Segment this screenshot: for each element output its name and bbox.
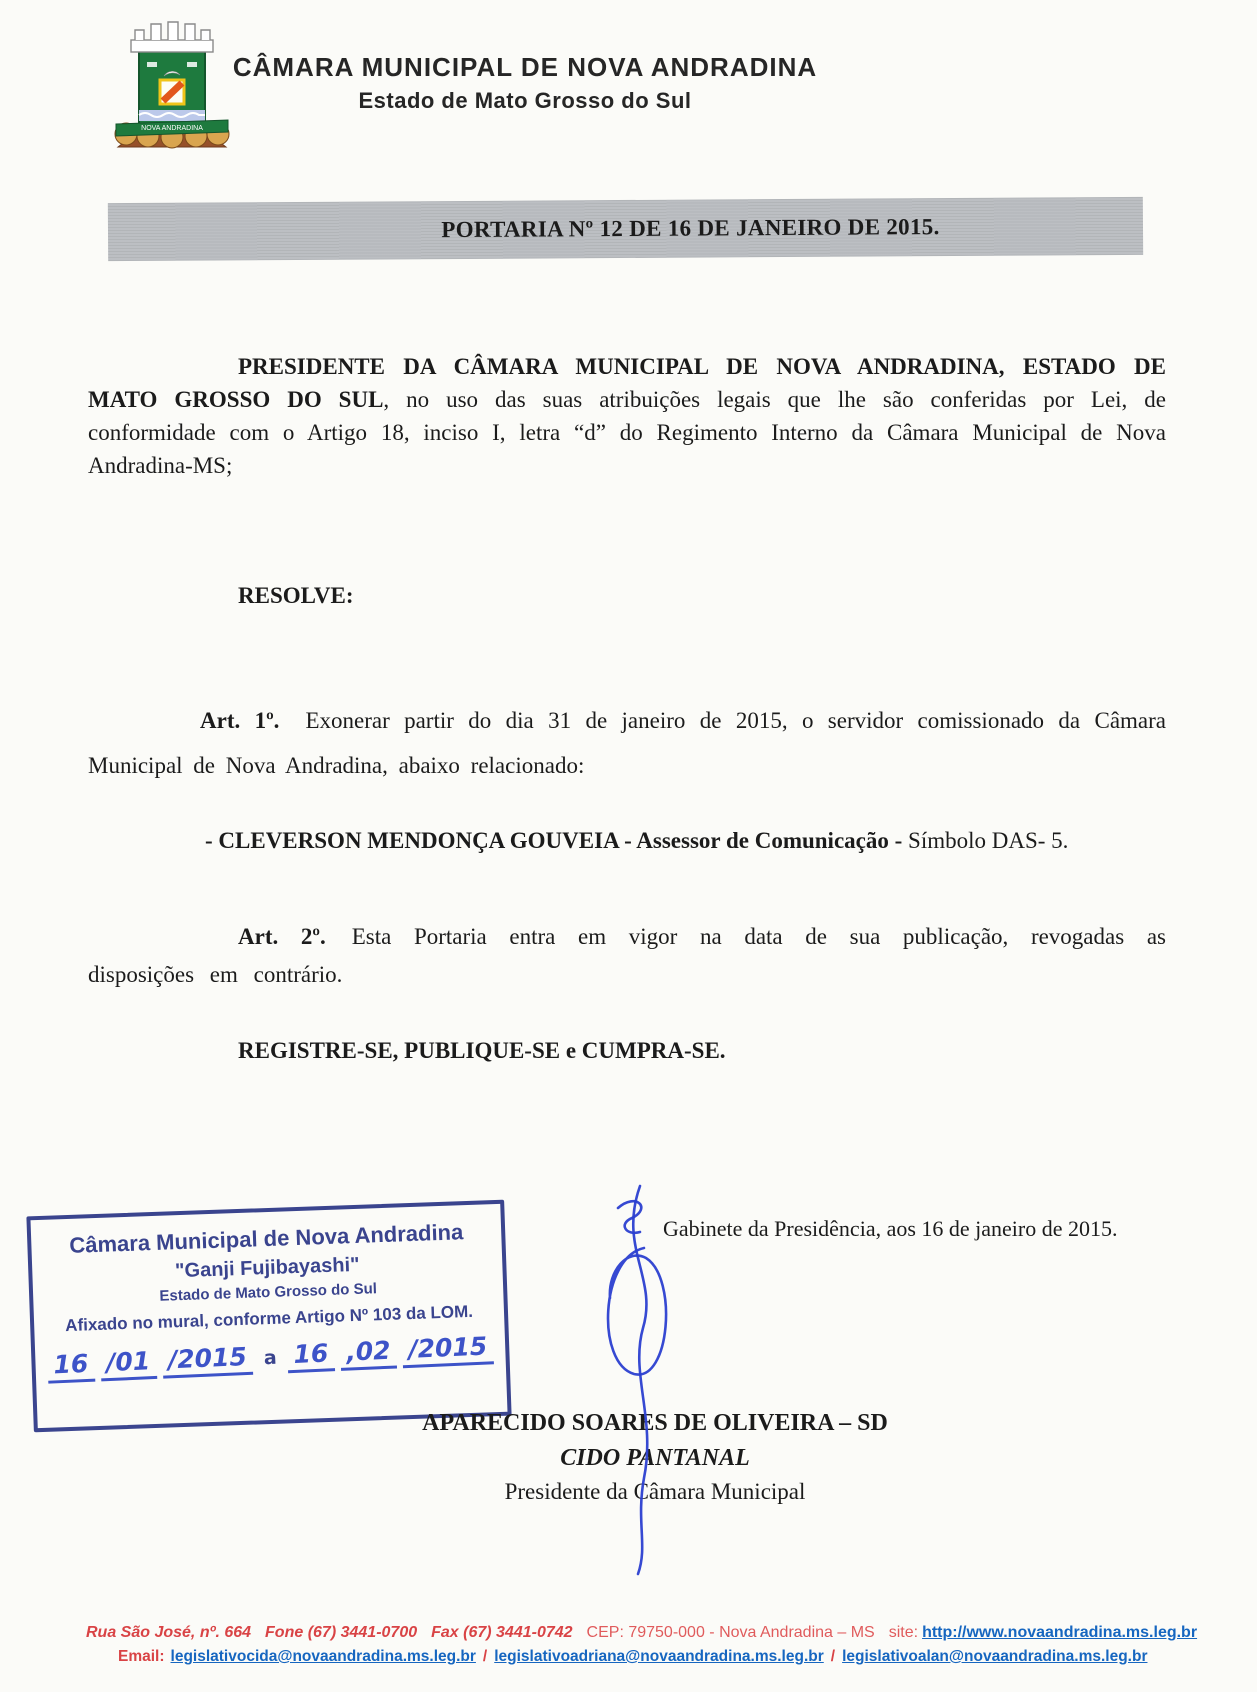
- handwritten-date-range: [35, 1331, 506, 1384]
- article-1-text: Exonerar partir do dia 31 de janeiro de 2015, o servidor comissionado da Câmara Municipal de Nova Andradina, abaixo relacionado:: [88, 708, 1166, 778]
- footer-address-line: [0, 1624, 1257, 1642]
- signatory-nickname: CIDO PANTANAL: [560, 1445, 750, 1471]
- preamble-bold-text: PRESIDENTE DA CÂMARA MUNICIPAL DE NOVA ANDRADINA, ESTADO DE MATO GROSSO DO SUL: [88, 354, 1166, 412]
- footer-cep: CEP: 79750-000 - Nova Andradina – MS: [586, 1624, 875, 1641]
- preamble-rest-text: , no uso das suas atribuições legais que lhe são conferidas por Lei, de conformidade com o Artigo 18, inciso I, letra “d” do Regimento Interno da Câmara Municipal de Nova Andradina-MS;: [88, 387, 1166, 478]
- footer-site-label: site:: [888, 1624, 919, 1641]
- signatory-role: Presidente da Câmara Municipal: [504, 1479, 806, 1504]
- footer-email-label: Email:: [118, 1648, 165, 1665]
- municipal-crest-icon: [98, 12, 246, 154]
- stamp-line-1: Câmara Municipal de Nova Andradina: [68, 1219, 464, 1258]
- footer-separator-1: /: [482, 1648, 488, 1665]
- portaria-title-bar: [108, 197, 1143, 261]
- handwritten-connector: a: [263, 1346, 278, 1370]
- preamble-paragraph: [88, 350, 1166, 482]
- servant-line: [205, 828, 1068, 854]
- document-header: [230, 52, 820, 114]
- crest-ribbon-text: NOVA ANDRADINA: [141, 125, 203, 132]
- footer-email-3[interactable]: legislativoalan@novaandradina.ms.leg.br: [842, 1648, 1148, 1665]
- footer-site-link[interactable]: http://www.novaandradina.ms.leg.br: [922, 1624, 1198, 1641]
- article-1-paragraph: [88, 698, 1166, 788]
- signature-ink-icon: [548, 1178, 718, 1578]
- handwritten-to-year: /2015: [402, 1331, 494, 1368]
- handwritten-to-month: ,02: [340, 1335, 398, 1370]
- stamp-line-2: "Ganji Fujibayashi": [174, 1253, 360, 1283]
- servant-symbol: Símbolo DAS- 5.: [908, 828, 1069, 853]
- place-date-line: Gabinete da Presidência, aos 16 de janeiro de 2015.: [663, 1216, 1118, 1241]
- footer-fax: Fax (67) 3441-0742: [431, 1624, 573, 1641]
- affixation-stamp: [26, 1200, 511, 1433]
- handwritten-from-year: /2015: [162, 1342, 254, 1379]
- footer-address: Rua São José, nº. 664: [86, 1624, 252, 1641]
- handwritten-from-month: /01: [100, 1346, 157, 1381]
- closing-line: REGISTRE-SE, PUBLIQUE-SE e CUMPRA-SE.: [238, 1038, 726, 1063]
- footer: [0, 1624, 1257, 1666]
- article-2-text: Esta Portaria entra em vigor na data de sua publicação, revogadas as disposições em contrário.: [88, 924, 1166, 987]
- stamp-line-4: Afixado no mural, conforme Artigo Nº 103 da LOM.: [64, 1301, 474, 1336]
- org-subtitle: Estado de Mato Grosso do Sul: [358, 88, 692, 113]
- footer-email-line: [0, 1648, 1257, 1666]
- article-2-label: Art. 2º.: [238, 924, 326, 949]
- article-1-label: Art. 1º.: [200, 708, 280, 733]
- article-2-paragraph: [88, 918, 1166, 994]
- footer-separator-2: /: [830, 1648, 836, 1665]
- servant-name-bold: - CLEVERSON MENDONÇA GOUVEIA - Assessor de Comunicação -: [205, 828, 909, 853]
- footer-phone: Fone (67) 3441-0700: [265, 1624, 418, 1641]
- signatory-name: APARECIDO SOARES DE OLIVEIRA – SD: [422, 1410, 888, 1436]
- stamp-line-3: Estado de Mato Grosso do Sul: [159, 1280, 378, 1305]
- portaria-title: PORTARIA Nº 12 DE 16 DE JANEIRO DE 2015.: [441, 214, 940, 243]
- resolve-heading: RESOLVE:: [238, 583, 354, 608]
- handwritten-to-day: 16: [287, 1338, 335, 1373]
- footer-email-2[interactable]: legislativoadriana@novaandradina.ms.leg.br: [494, 1648, 824, 1665]
- org-name: CÂMARA MUNICIPAL DE NOVA ANDRADINA: [232, 52, 818, 82]
- handwritten-from-day: 16: [47, 1349, 95, 1384]
- footer-email-1[interactable]: legislativocida@novaandradina.ms.leg.br: [170, 1648, 476, 1665]
